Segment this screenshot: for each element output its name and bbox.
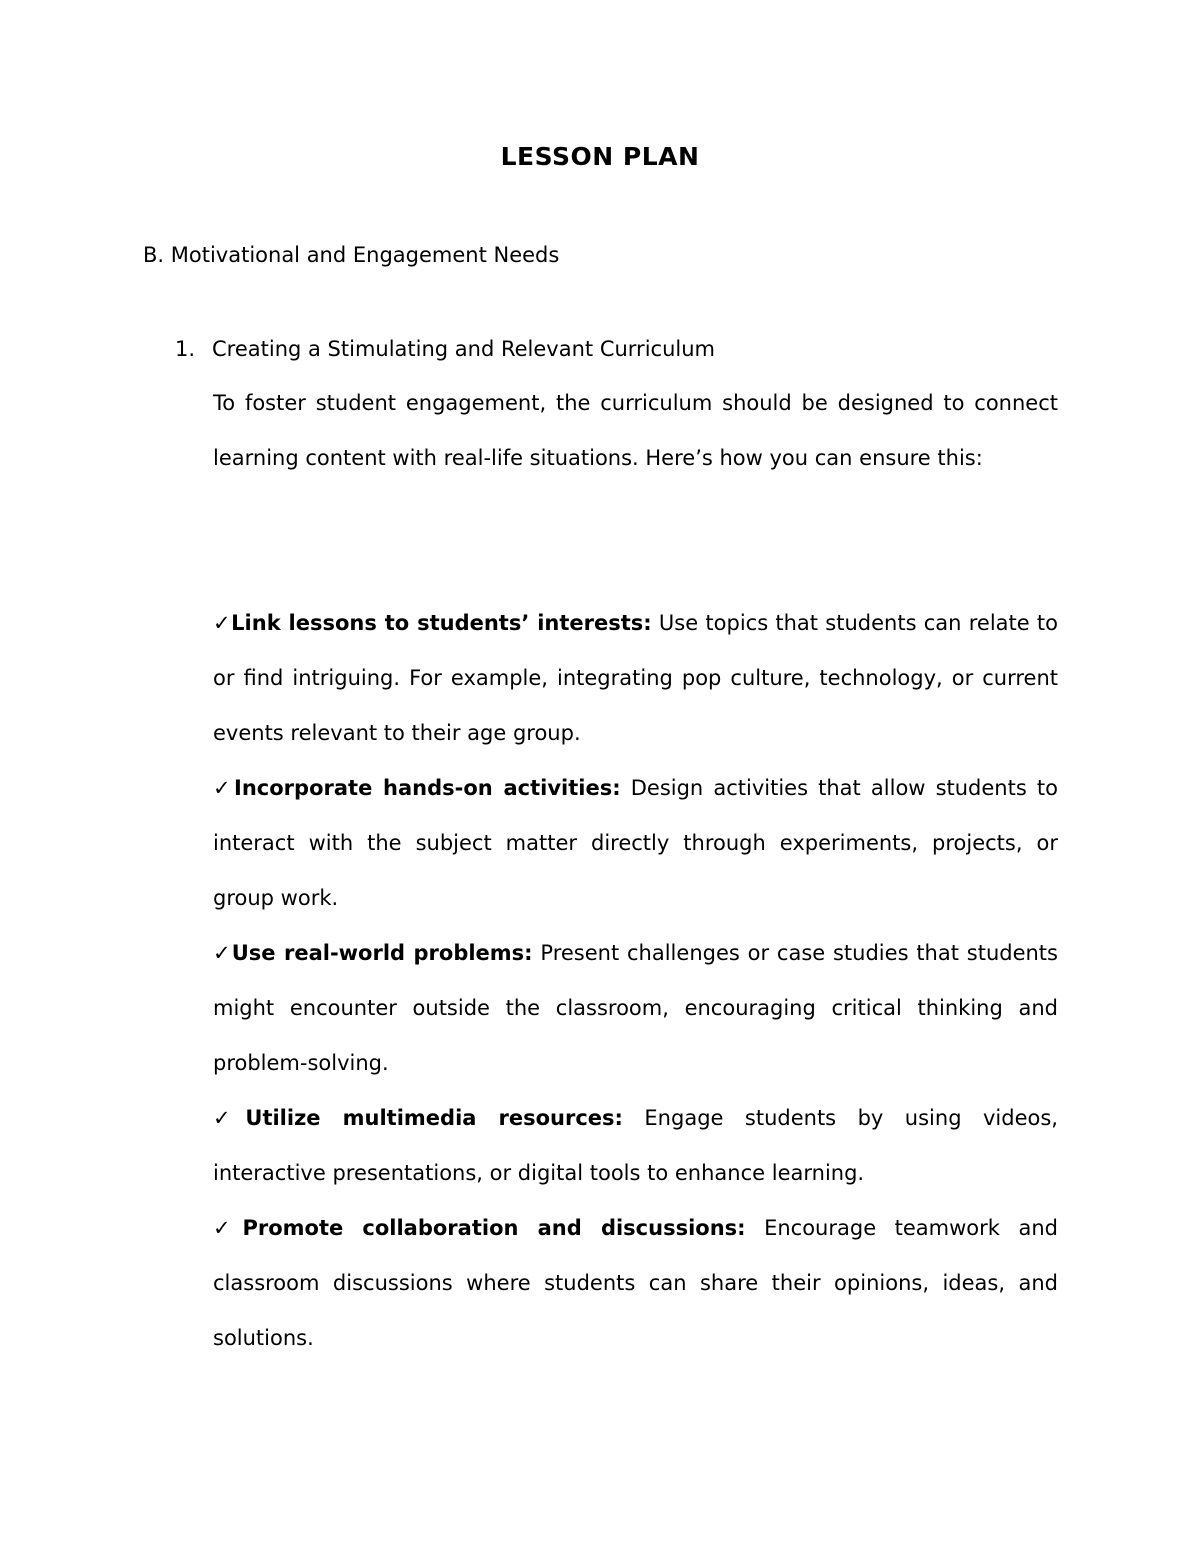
bullet-label: Promote collaboration and discussions: (242, 1216, 746, 1240)
checkmark-icon: ✓ (213, 776, 235, 800)
list-item (213, 1201, 1058, 1366)
list-item (213, 926, 1058, 1091)
bullet-label: Use real-world problems: (231, 941, 533, 965)
checkmark-icon: ✓ (213, 1216, 243, 1240)
bullet-text: Present challenges or case studies that students might encounter outside the classroom, encouraging critical thinking and problem-solving. (213, 941, 1058, 1075)
bullet-list (213, 596, 1058, 1366)
item-heading-text: Creating a Stimulating and Relevant Curriculum (212, 337, 715, 361)
item-number: 1. (175, 337, 196, 361)
bullet-text: Design activities that allow students to interact with the subject matter directly through experiments, projects, or group work. (213, 776, 1058, 910)
checkmark-icon: ✓ (213, 1106, 246, 1130)
checkmark-icon: ✓ (213, 611, 232, 635)
list-item (213, 596, 1058, 761)
bullet-label: Incorporate hands-on activities: (234, 776, 621, 800)
section-heading: B. Motivational and Engagement Needs (143, 243, 560, 267)
bullet-label: Link lessons to students’ interests: (231, 611, 652, 635)
item-heading (175, 334, 715, 364)
document-title: LESSON PLAN (500, 142, 700, 171)
bullet-text: Engage students by using videos, interactive presentations, or digital tools to enhance learning. (213, 1106, 1058, 1185)
bullet-text: Encourage teamwork and classroom discussions where students can share their opinions, ideas, and solutions. (213, 1216, 1058, 1350)
list-item (213, 761, 1058, 926)
bullet-text: Use topics that students can relate to or find intriguing. For example, integrating pop culture, technology, or current events relevant to their age group. (213, 611, 1059, 745)
checkmark-icon: ✓ (213, 941, 232, 965)
intro-paragraph: To foster student engagement, the curriculum should be designed to connect learning content with real-life situations. Here’s how you can ensure this: (213, 391, 1058, 470)
list-item (213, 1091, 1058, 1201)
bullet-label: Utilize multimedia resources: (245, 1106, 623, 1130)
